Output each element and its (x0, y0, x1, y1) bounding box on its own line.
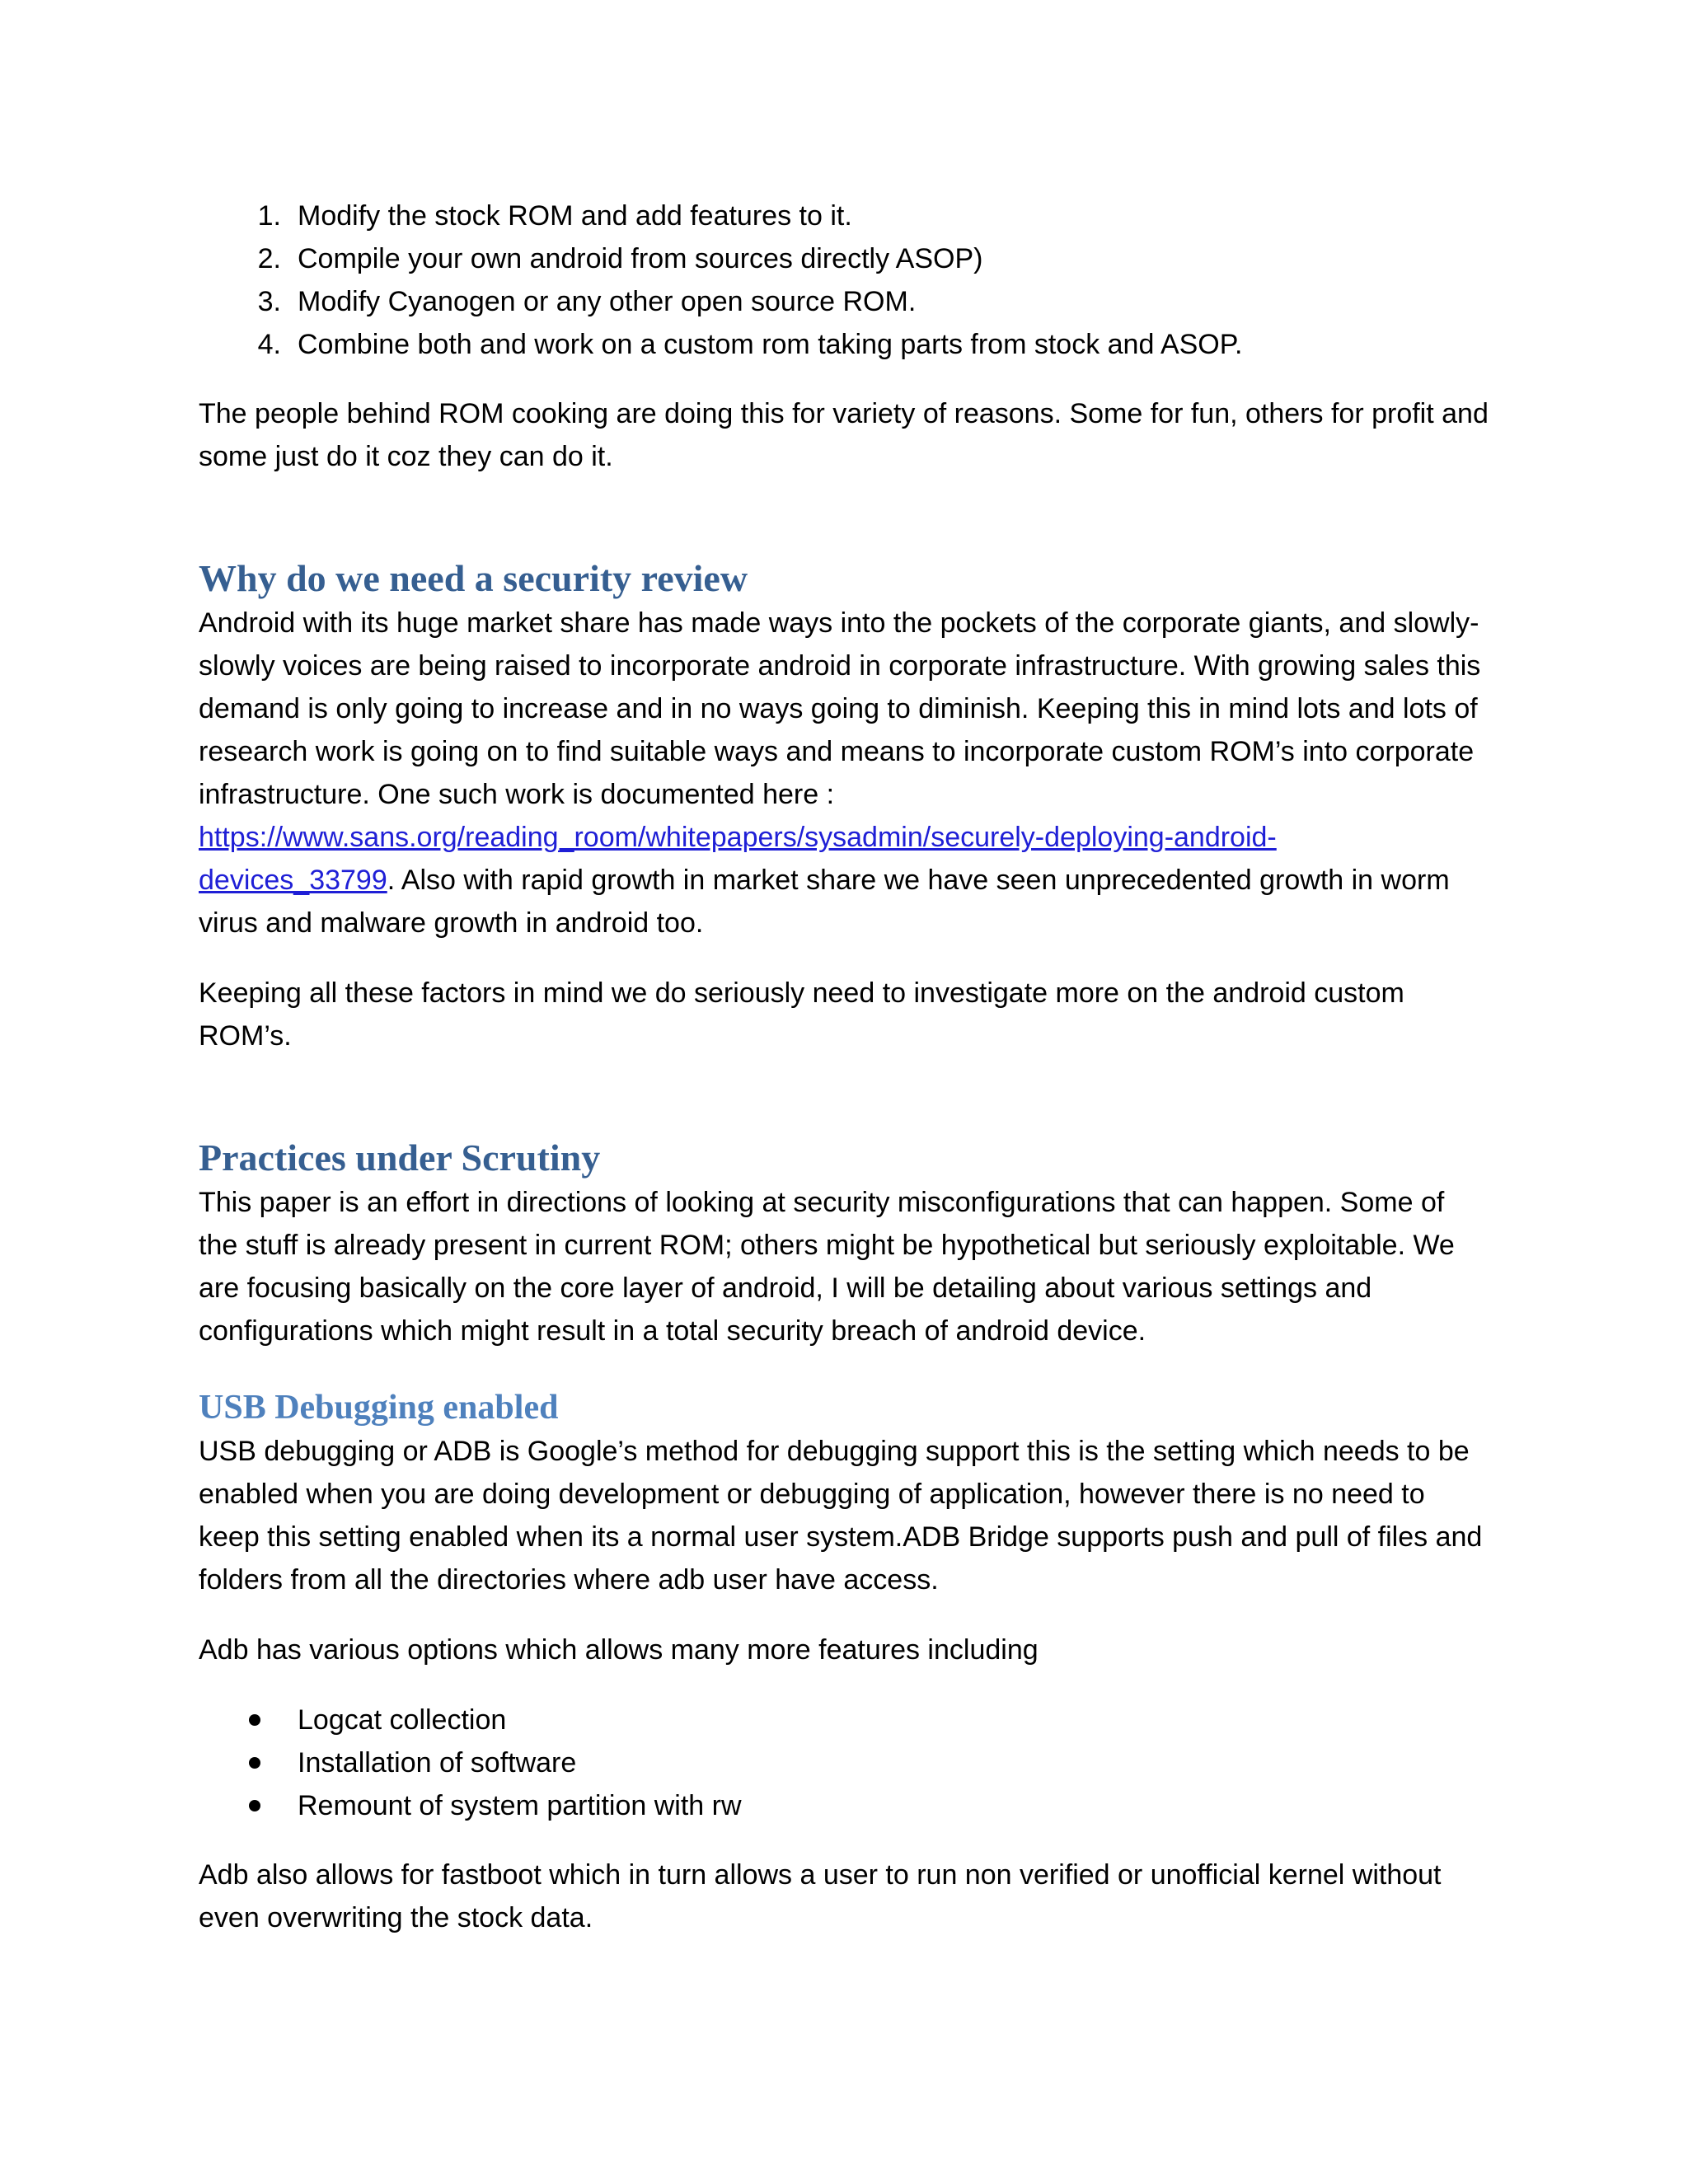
text-line: are focusing basically on the core layer of android, I will be detailing about various settings and (199, 1272, 1372, 1304)
text-line: The people behind ROM cooking are doing this for variety of reasons. Some for fun, others for profit and (199, 398, 1489, 429)
list-item (199, 1784, 1501, 1827)
list-item (199, 323, 1501, 366)
fastboot-paragraph (199, 1854, 1501, 1939)
text-line: demand is only going to increase and in no ways going to diminish. Keeping this in mind lots and lots of (199, 693, 1478, 724)
bullet-icon (249, 1800, 260, 1811)
text-line: Adb also allows for fastboot which in turn allows a user to run non verified or unofficial kernel without (199, 1859, 1442, 1891)
list-item-text: Combine both and work on a custom rom taking parts from stock and ASOP. (298, 329, 1243, 360)
text-line: This paper is an effort in directions of looking at security misconfigurations that can happen. Some of (199, 1187, 1445, 1218)
list-item (199, 1741, 1501, 1784)
bullet-icon (249, 1714, 260, 1726)
text-line: Android with its huge market share has made ways into the pockets of the corporate giants, and slowly- (199, 607, 1479, 639)
usb-debugging-paragraph (199, 1430, 1501, 1601)
list-number: 2. (257, 243, 281, 274)
text-line: research work is going on to find suitable ways and means to incorporate custom ROM’s into corporate (199, 736, 1475, 767)
list-number: 3. (257, 286, 281, 317)
list-item-text: Remount of system partition with rw (298, 1790, 742, 1821)
text-line: infrastructure. One such work is documented here : (199, 779, 835, 810)
adb-features-list (199, 1699, 1501, 1827)
text-line: USB debugging or ADB is Google’s method for debugging support this is the setting which needs to be (199, 1436, 1470, 1467)
practices-paragraph (199, 1181, 1501, 1352)
text-line: . Also with rapid growth in market share we have seen unprecedented growth in worm (387, 865, 1450, 896)
text-line: Keeping all these factors in mind we do seriously need to investigate more on the android custom (199, 977, 1404, 1009)
list-item (199, 1699, 1501, 1741)
text-line: configurations which might result in a total security breach of android device. (199, 1315, 1146, 1347)
list-item (199, 237, 1501, 280)
text-line: even overwriting the stock data. (199, 1902, 593, 1933)
list-number: 1. (257, 200, 281, 232)
text-line: some just do it coz they can do it. (199, 441, 613, 472)
heading-practices-under-scrutiny: Practices under Scrutiny (199, 1137, 601, 1179)
page-content (199, 194, 1501, 1966)
numbered-list (199, 194, 1501, 366)
link-text: https://www.sans.org/reading_room/whitepapers/sysadmin/securely-deploying-android- (199, 822, 1277, 853)
text-line: slowly voices are being raised to incorporate android in corporate infrastructure. With growing sales this (199, 650, 1481, 682)
bullet-icon (249, 1757, 260, 1769)
text-line: virus and malware growth in android too. (199, 907, 704, 939)
list-item-text: Compile your own android from sources directly ASOP) (298, 243, 983, 274)
list-item-text: Installation of software (298, 1747, 577, 1779)
list-number: 4. (257, 329, 281, 360)
adb-options-paragraph: Adb has various options which allows many more features including (199, 1634, 1039, 1666)
text-line: enabled when you are doing development or debugging of application, however there is no need to (199, 1479, 1425, 1510)
list-item-text: Logcat collection (298, 1704, 507, 1736)
list-item-text: Modify the stock ROM and add features to it. (298, 200, 852, 232)
heading-security-review: Why do we need a security review (199, 557, 748, 599)
list-item (199, 194, 1501, 237)
text-line: ROM’s. (199, 1020, 292, 1052)
list-item-text: Modify Cyanogen or any other open source ROM. (298, 286, 917, 317)
security-review-paragraph (199, 602, 1501, 944)
text-line: folders from all the directories where adb user have access. (199, 1564, 939, 1596)
link-text: devices_33799 (199, 865, 387, 896)
intro-paragraph (199, 392, 1501, 478)
security-review-conclusion (199, 972, 1501, 1057)
text-line: the stuff is already present in current ROM; others might be hypothetical but seriously exploitable. We (199, 1230, 1455, 1261)
list-item (199, 280, 1501, 323)
text-line: keep this setting enabled when its a normal user system.ADB Bridge supports push and pull of files and (199, 1521, 1483, 1553)
heading-usb-debugging: USB Debugging enabled (199, 1389, 559, 1427)
